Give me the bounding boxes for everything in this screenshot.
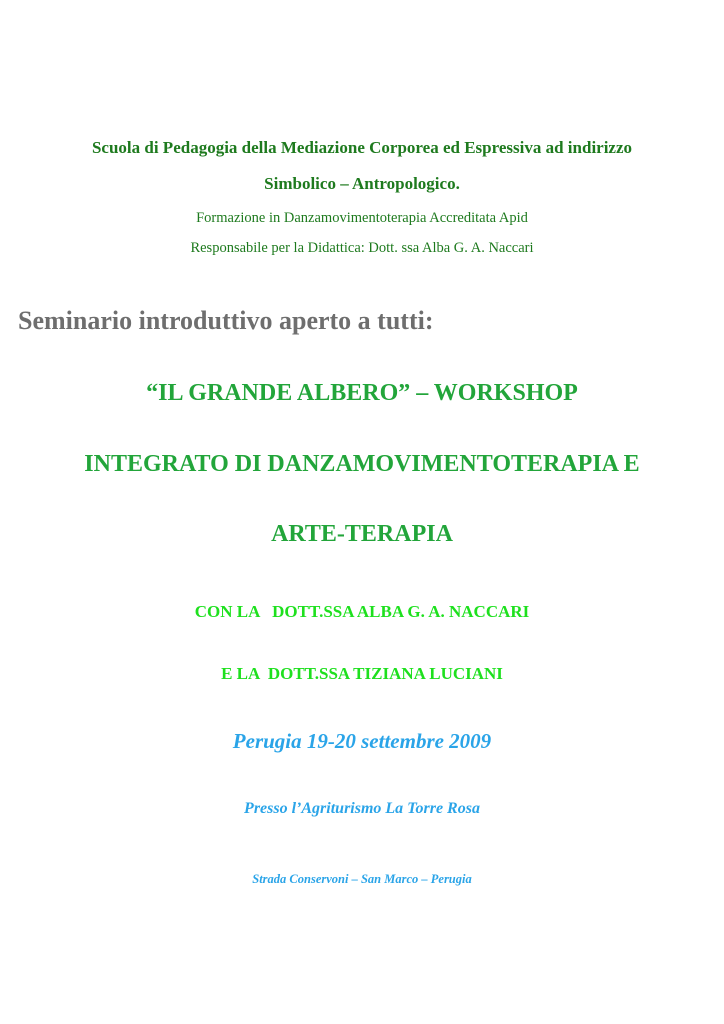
school-name-line-1: Scuola di Pedagogia della Mediazione Corporea ed Espressiva ad indirizzo — [91, 138, 633, 157]
event-venue: Presso l’Agriturismo La Torre Rosa — [244, 800, 480, 817]
workshop-title-line-2: INTEGRATO DI DANZAMOVIMENTOTERAPIA E — [84, 451, 640, 477]
didactic-responsible-text: Responsabile per la Didattica: Dott. ssa Alba G. A. Naccari — [190, 240, 534, 256]
speaker-line-1: CON LA DOTT.SSA ALBA G. A. NACCARI — [194, 602, 530, 621]
school-name-line-2: Simbolico – Antropologico. — [264, 174, 460, 193]
workshop-title-line-1: “IL GRANDE ALBERO” – WORKSHOP — [146, 380, 578, 406]
event-address: Strada Conservoni – San Marco – Perugia — [252, 872, 472, 886]
speaker-line-2: E LA DOTT.SSA TIZIANA LUCIANI — [221, 664, 503, 683]
workshop-title-line-3: ARTE-TERAPIA — [271, 521, 453, 547]
accreditation-text: Formazione in Danzamovimentoterapia Accreditata Apid — [196, 210, 528, 226]
seminar-intro-heading: Seminario introduttivo aperto a tutti: — [18, 306, 434, 335]
event-date: Perugia 19-20 settembre 2009 — [232, 729, 492, 753]
